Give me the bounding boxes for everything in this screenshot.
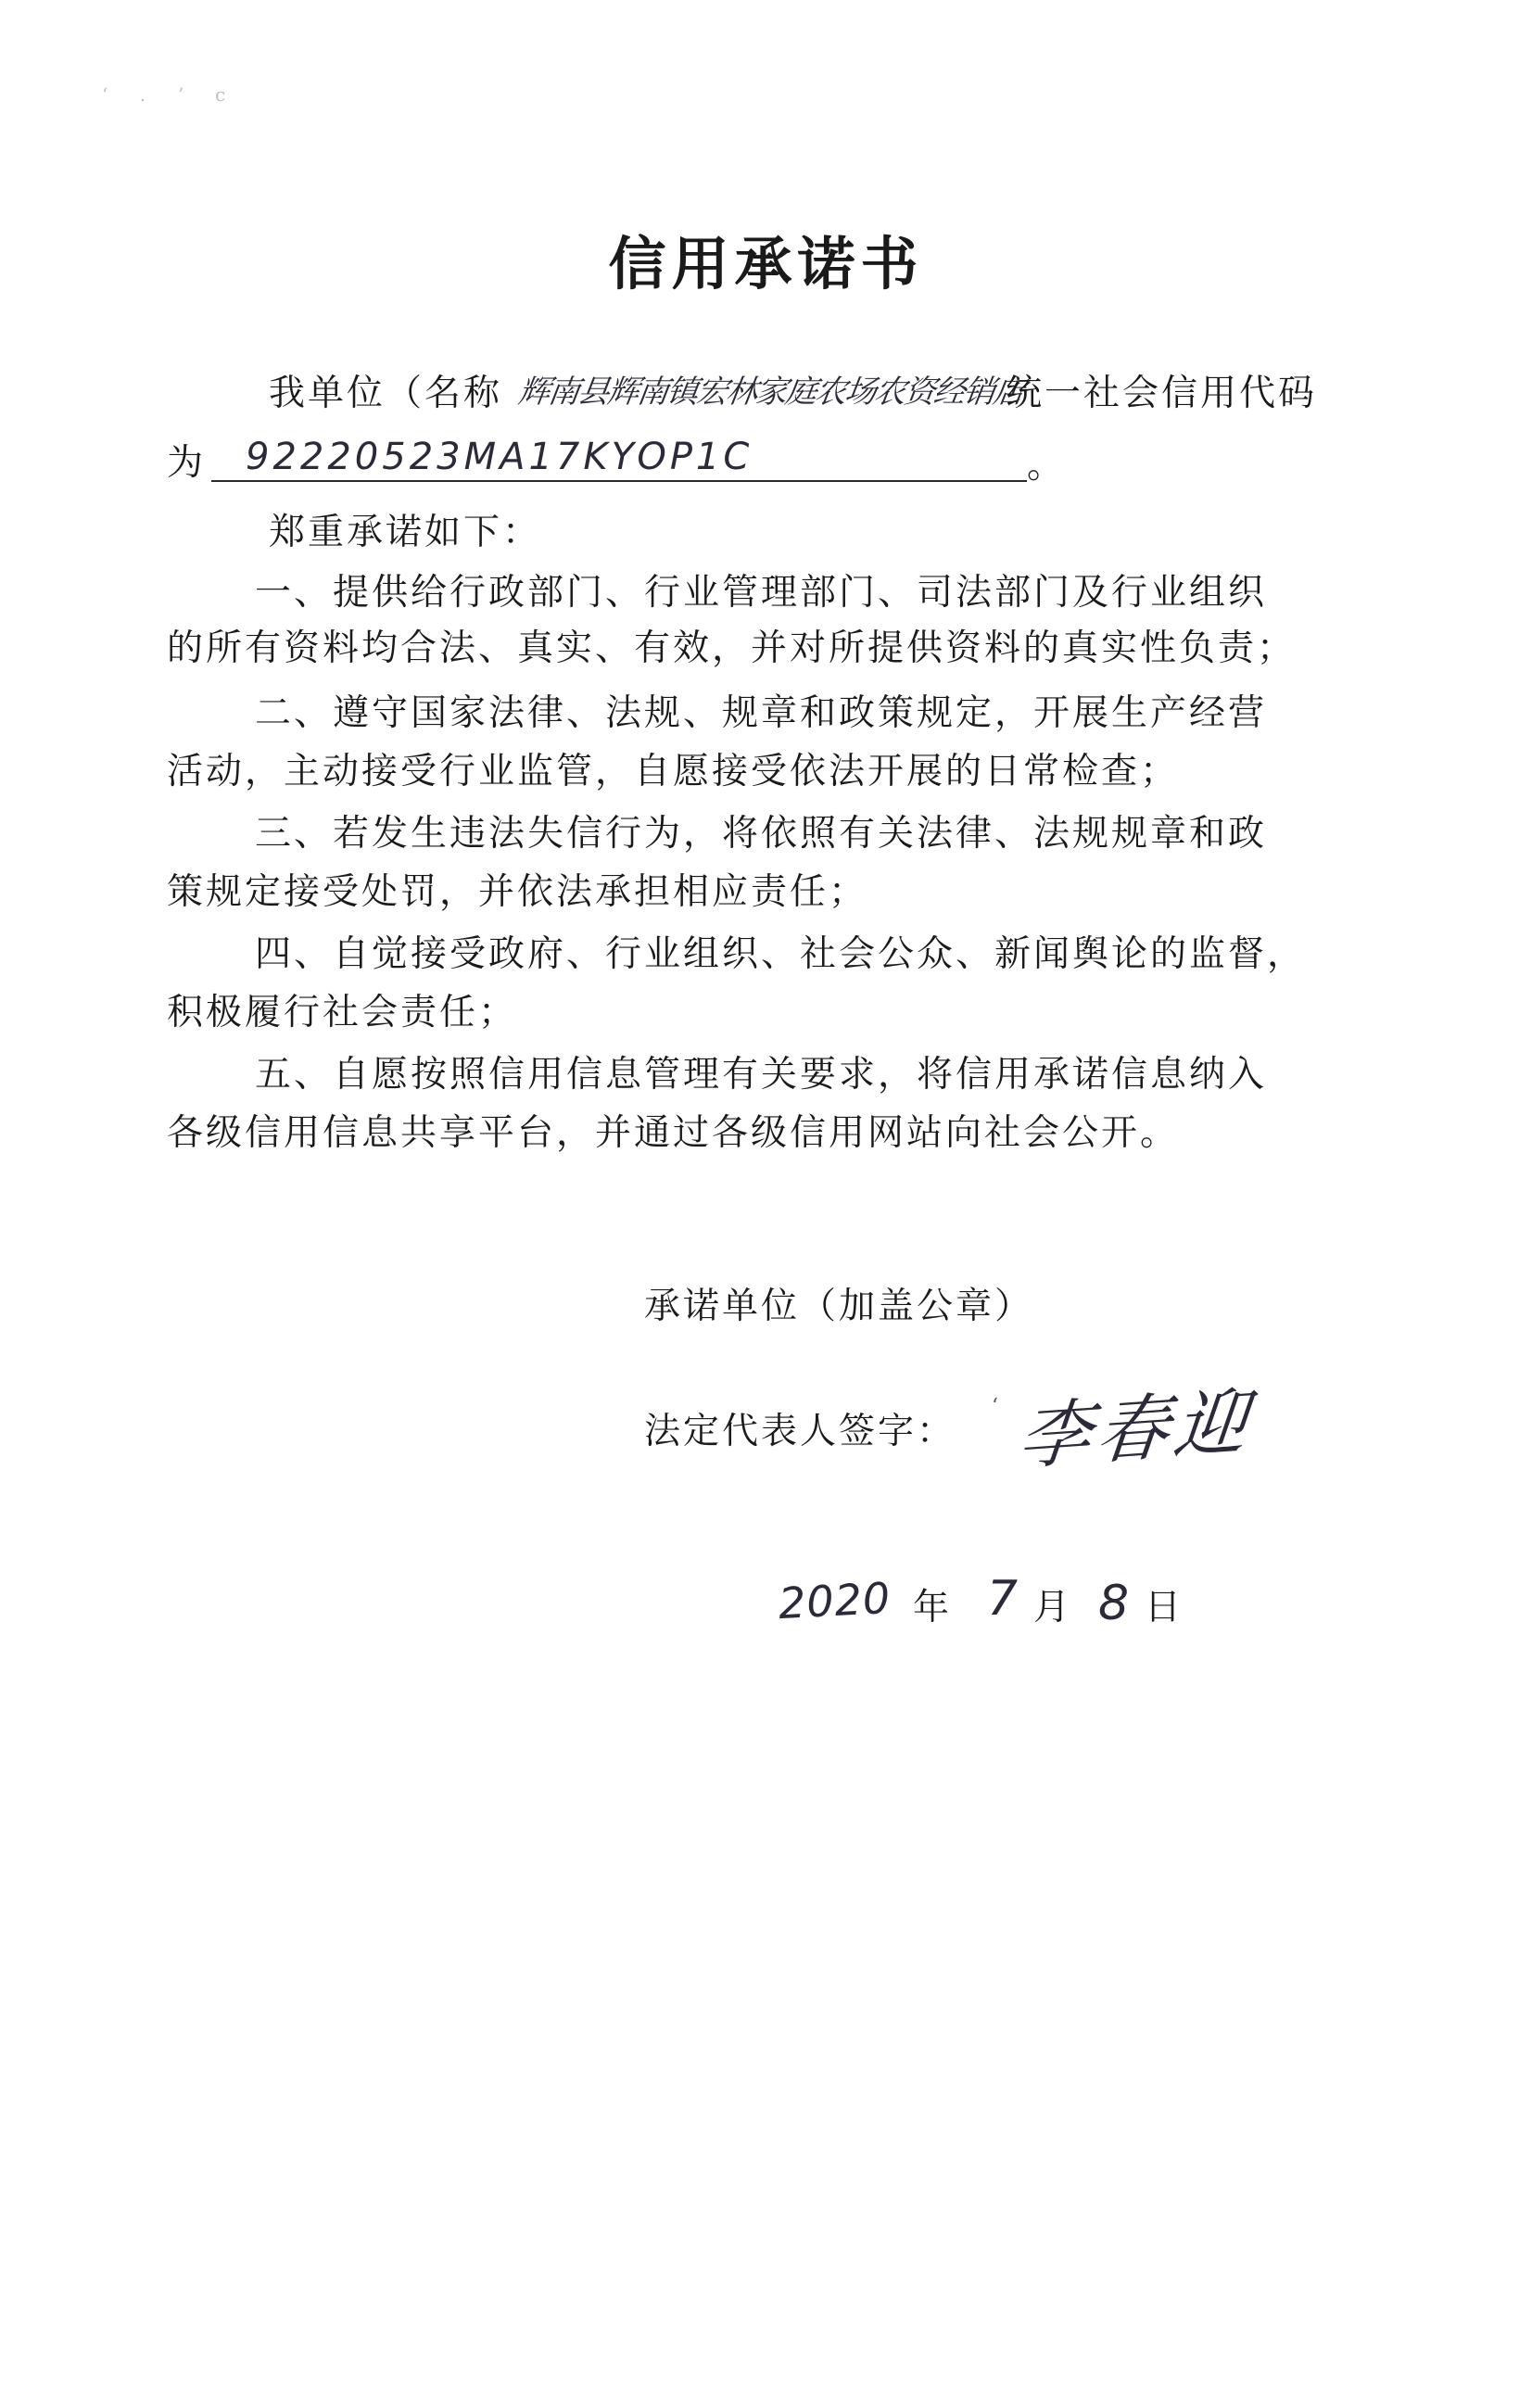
clause-3-line-1: 三、若发生违法失信行为，将依照有关法律、法规规章和政 xyxy=(255,813,1268,855)
date-year-label: 年 xyxy=(913,1587,953,1629)
intro-prefix: 我单位（名称 xyxy=(269,373,503,414)
clause-4-line-1: 四、自觉接受政府、行业组织、社会公众、新闻舆论的监督， xyxy=(255,933,1307,975)
lead-text: 郑重承诺如下： xyxy=(269,512,542,553)
legal-rep-label: 法定代表人签字： xyxy=(644,1411,956,1452)
credit-code-underline xyxy=(211,480,1027,482)
intro-period: 。 xyxy=(1027,445,1067,487)
clause-1-line-1: 一、提供给行政部门、行业管理部门、司法部门及行业组织 xyxy=(255,572,1268,614)
date-year-handwritten: 2020 xyxy=(777,1572,893,1629)
intro-wei: 为 xyxy=(167,442,207,484)
clause-5-line-1: 五、自愿按照信用信息管理有关要求，将信用承诺信息纳入 xyxy=(255,1054,1268,1096)
clause-5-line-2: 各级信用信息共享平台，并通过各级信用网站向社会公开。 xyxy=(167,1112,1180,1154)
document-title: 信用承诺书 xyxy=(608,230,924,298)
scan-marks: ʻ . ʼ с xyxy=(102,83,239,106)
signature-mark: ʻ xyxy=(992,1395,998,1418)
date-day-label: 日 xyxy=(1145,1587,1184,1629)
date-month-label: 月 xyxy=(1033,1587,1073,1629)
date-day-handwritten: 8 xyxy=(1098,1576,1131,1631)
committing-unit-label: 承诺单位（加盖公章） xyxy=(644,1286,1034,1327)
clause-3-line-2: 策规定接受处罚，并依法承担相应责任； xyxy=(167,871,868,913)
intro-credit-code-label: 统一社会信用代码 xyxy=(1006,373,1318,414)
clause-2-line-2: 活动，主动接受行业监管，自愿接受依法开展的日常检查； xyxy=(167,751,1180,792)
clause-1-line-2: 的所有资料均合法、真实、有效，并对所提供资料的真实性负责； xyxy=(167,627,1297,669)
clause-4-line-2: 积极履行社会责任； xyxy=(167,992,518,1033)
unit-name-handwritten: 辉南县辉南镇宏林家庭农场农资经销店 xyxy=(515,374,1026,411)
credit-code-handwritten: 92220523MA17KYOP1C xyxy=(246,436,753,478)
date-month-handwritten: 7 xyxy=(987,1571,1019,1627)
legal-rep-signature: 李春迎 xyxy=(1014,1379,1257,1481)
clause-2-line-1: 二、遵守国家法律、法规、规章和政策规定，开展生产经营 xyxy=(255,692,1268,734)
